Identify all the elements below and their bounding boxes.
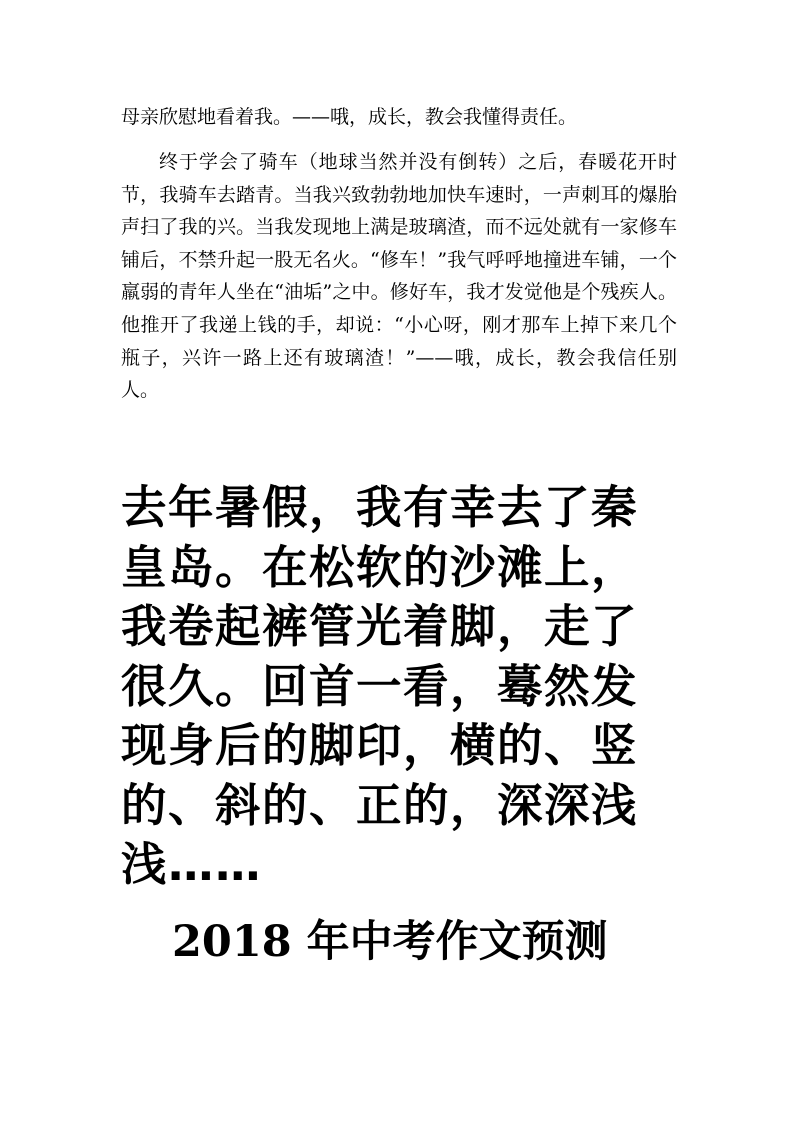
- document-title: 2018 年中考作文预测: [172, 917, 608, 967]
- paragraph-trust: 终于学会了骑车（地球当然并没有倒转）之后，春暖花开时节，我骑车去踏青。当我兴致勃勃地加快车速时，一声刺耳的爆胎声扫了我的兴。当我发现地上满是玻璃渣，而不远处就有一家修车铺后，不禁升起一股无名火。“修车！”我气呼呼地撞进车铺，一个羸弱的青年人坐在“油垢”之中。修好车，我才发觉他是个残疾人。他推开了我递上钱的手，却说：“小心呀，刚才那车上掉下来几个瓶子，兴许一路上还有玻璃渣！”——哦，成长，教会我信任别人。: [121, 151, 677, 402]
- paragraph-responsibility: 母亲欣慰地看着我。——哦，成长，教会我懂得责任。: [121, 106, 578, 128]
- large-paragraph-beach: 去年暑假，我有幸去了秦皇岛。在松软的沙滩上，我卷起裤管光着脚，走了很久。回首一看，蓦然发现身后的脚印，横的、竖的、斜的、正的，深深浅浅……: [121, 481, 639, 891]
